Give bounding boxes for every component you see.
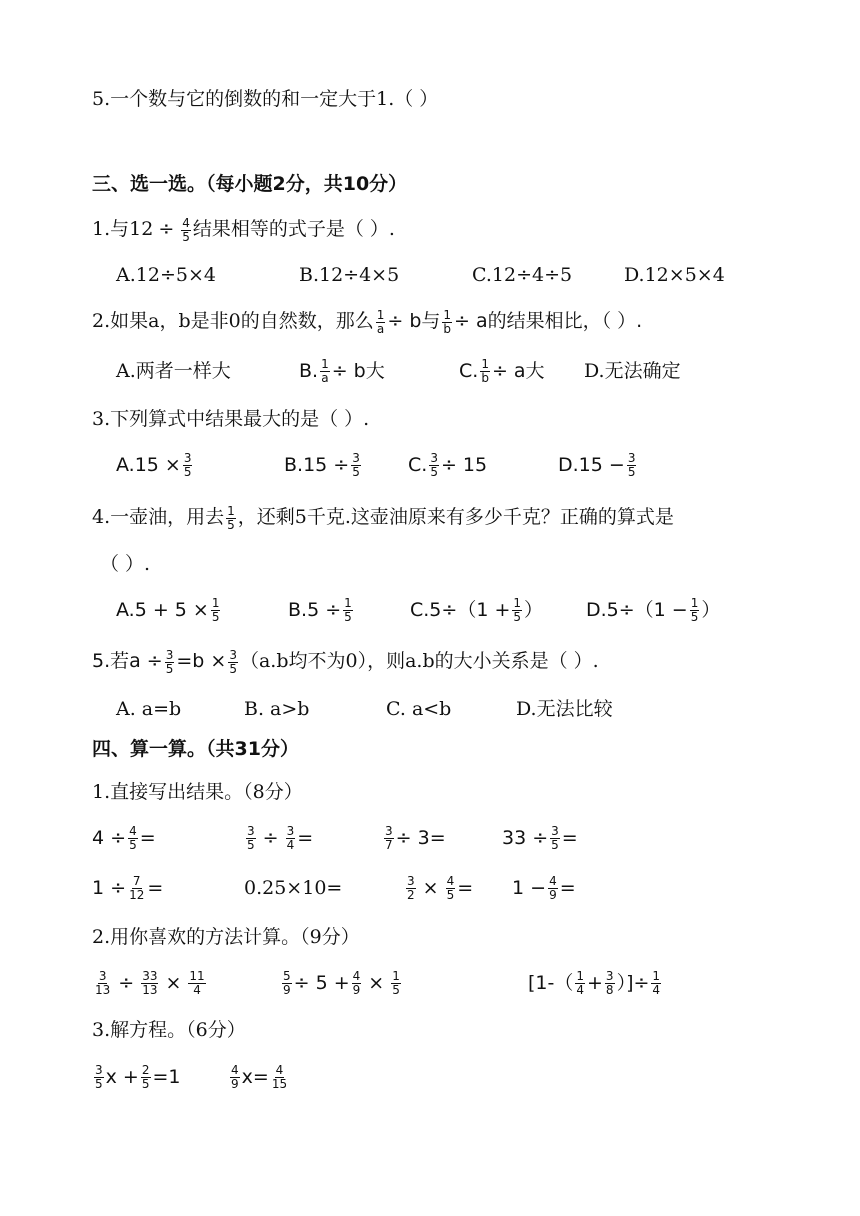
option-a: A. a=b — [116, 698, 182, 720]
option-a: A.两者一样大 — [116, 360, 231, 382]
option-d: D.无法确定 — [584, 360, 681, 382]
expression: 1 ÷ $\frac{7}{12}$ = — [92, 874, 164, 902]
equation: $\frac{3}{5}$ x + $\frac{2}{5}$ =1 — [95, 1063, 181, 1091]
fraction: $\frac{1}{a}$ — [376, 307, 385, 336]
fraction: $\frac{3}{5}$ — [229, 647, 237, 676]
expression: $\frac{5}{9}$ ÷ 5 + $\frac{4}{9}$ × $\frac{1}{5}$ — [283, 969, 400, 997]
option-c: C. a<b — [386, 698, 452, 720]
expression: 1 − $\frac{4}{9}$ = — [512, 874, 576, 902]
fraction: $\frac{1}{b}$ — [443, 307, 452, 336]
q5-suffix: （a.b均不为0），则a.b的大小关系是（ ）. — [239, 650, 599, 672]
option-b: B.5 ÷ $\frac{1}{5}$ — [288, 596, 352, 624]
question-3-2 — [92, 308, 642, 336]
q5-prefix: 5.若a ÷ — [92, 650, 163, 672]
option-b: B.15 ÷ $\frac{3}{5}$ — [284, 451, 360, 479]
expression: $\frac{3}{5}$ ÷ $\frac{3}{4}$ = — [247, 824, 314, 852]
expression: $\frac{3}{2}$ × $\frac{4}{5}$ = — [407, 874, 474, 902]
part-4-3-title: 3.解方程。（6分） — [92, 1019, 246, 1041]
section-4-heading: 四、算一算。（共31分） — [92, 738, 299, 760]
question-2-5: 5.一个数与它的倒数的和一定大于1.（ ） — [92, 88, 439, 110]
question-3-3: 3.下列算式中结果最大的是（ ）. — [92, 408, 370, 430]
question-3-4 — [92, 504, 674, 532]
option-a: A.15 × $\frac{3}{5}$ — [116, 451, 192, 479]
question-3-1: 1.与12 ÷ $\frac{4}{5}$ 结果相等的式子是（ ）. — [92, 215, 395, 244]
option-c: C. $\frac{1}{b}$ ÷ a大 — [459, 357, 545, 385]
q4-prefix: 4.一壶油，用去 — [92, 506, 225, 528]
expression: [1-（ $\frac{1}{4}$ + $\frac{3}{8}$ ）]÷ $\frac{1}{4}$ — [528, 969, 661, 997]
option-d: D.15 − $\frac{3}{5}$ — [558, 451, 636, 479]
option-d: D.5÷（1 − $\frac{1}{5}$ ） — [586, 596, 721, 624]
q1-suffix: 结果相等的式子是（ ）. — [192, 218, 395, 240]
option-a: A.5 + 5 × $\frac{1}{5}$ — [116, 596, 220, 624]
expression: 33 ÷ $\frac{3}{5}$ = — [502, 824, 578, 852]
fraction: $\frac{1}{5}$ — [227, 503, 235, 532]
q4-suffix: ，还剩5千克.这壶油原来有多少千克？正确的算式是 — [237, 506, 674, 528]
expression: 4 ÷ $\frac{4}{5}$ = — [92, 824, 156, 852]
q2-prefix: 2.如果a，b是非0的自然数，那么 — [92, 310, 374, 332]
part-4-1-title: 1.直接写出结果。（8分） — [92, 781, 303, 803]
option-d: D.无法比较 — [516, 698, 613, 720]
part-4-2-title: 2.用你喜欢的方法计算。（9分） — [92, 926, 360, 948]
option-a: A.12÷5×4 — [116, 264, 216, 286]
expression: $\frac{3}{13}$ ÷ $\frac{33}{13}$ × $\frac{11}{4}$ — [95, 969, 205, 997]
question-3-4-blank: （ ）. — [100, 553, 151, 575]
expression: 0.25×10= — [244, 877, 343, 899]
fraction: $\frac{4}{5}$ — [182, 215, 190, 244]
option-b: B. a>b — [244, 698, 310, 720]
q5-mid: =b × — [176, 650, 227, 672]
option-d: D.12×5×4 — [624, 264, 725, 286]
equation: $\frac{4}{9}$ x= $\frac{4}{15}$ — [231, 1063, 288, 1091]
q1-prefix: 1.与12 — [92, 218, 154, 240]
option-b: B. $\frac{1}{a}$ ÷ b大 — [299, 357, 385, 385]
q2-suffix: ÷ a的结果相比，（ ）. — [454, 310, 643, 332]
q2-mid: ÷ b与 — [387, 310, 441, 332]
option-c: C. $\frac{3}{5}$ ÷ 15 — [408, 451, 488, 479]
expression: $\frac{3}{7}$ ÷ 3= — [385, 824, 446, 852]
fraction: $\frac{3}{5}$ — [165, 647, 174, 676]
option-b: B.12÷4×5 — [299, 264, 400, 286]
question-3-5 — [92, 648, 599, 676]
option-c: C.12÷4÷5 — [472, 264, 573, 286]
section-3-heading: 三、选一选。（每小题2分，共10分） — [92, 173, 408, 195]
option-c: C.5÷（1 + $\frac{1}{5}$ ） — [410, 596, 544, 624]
